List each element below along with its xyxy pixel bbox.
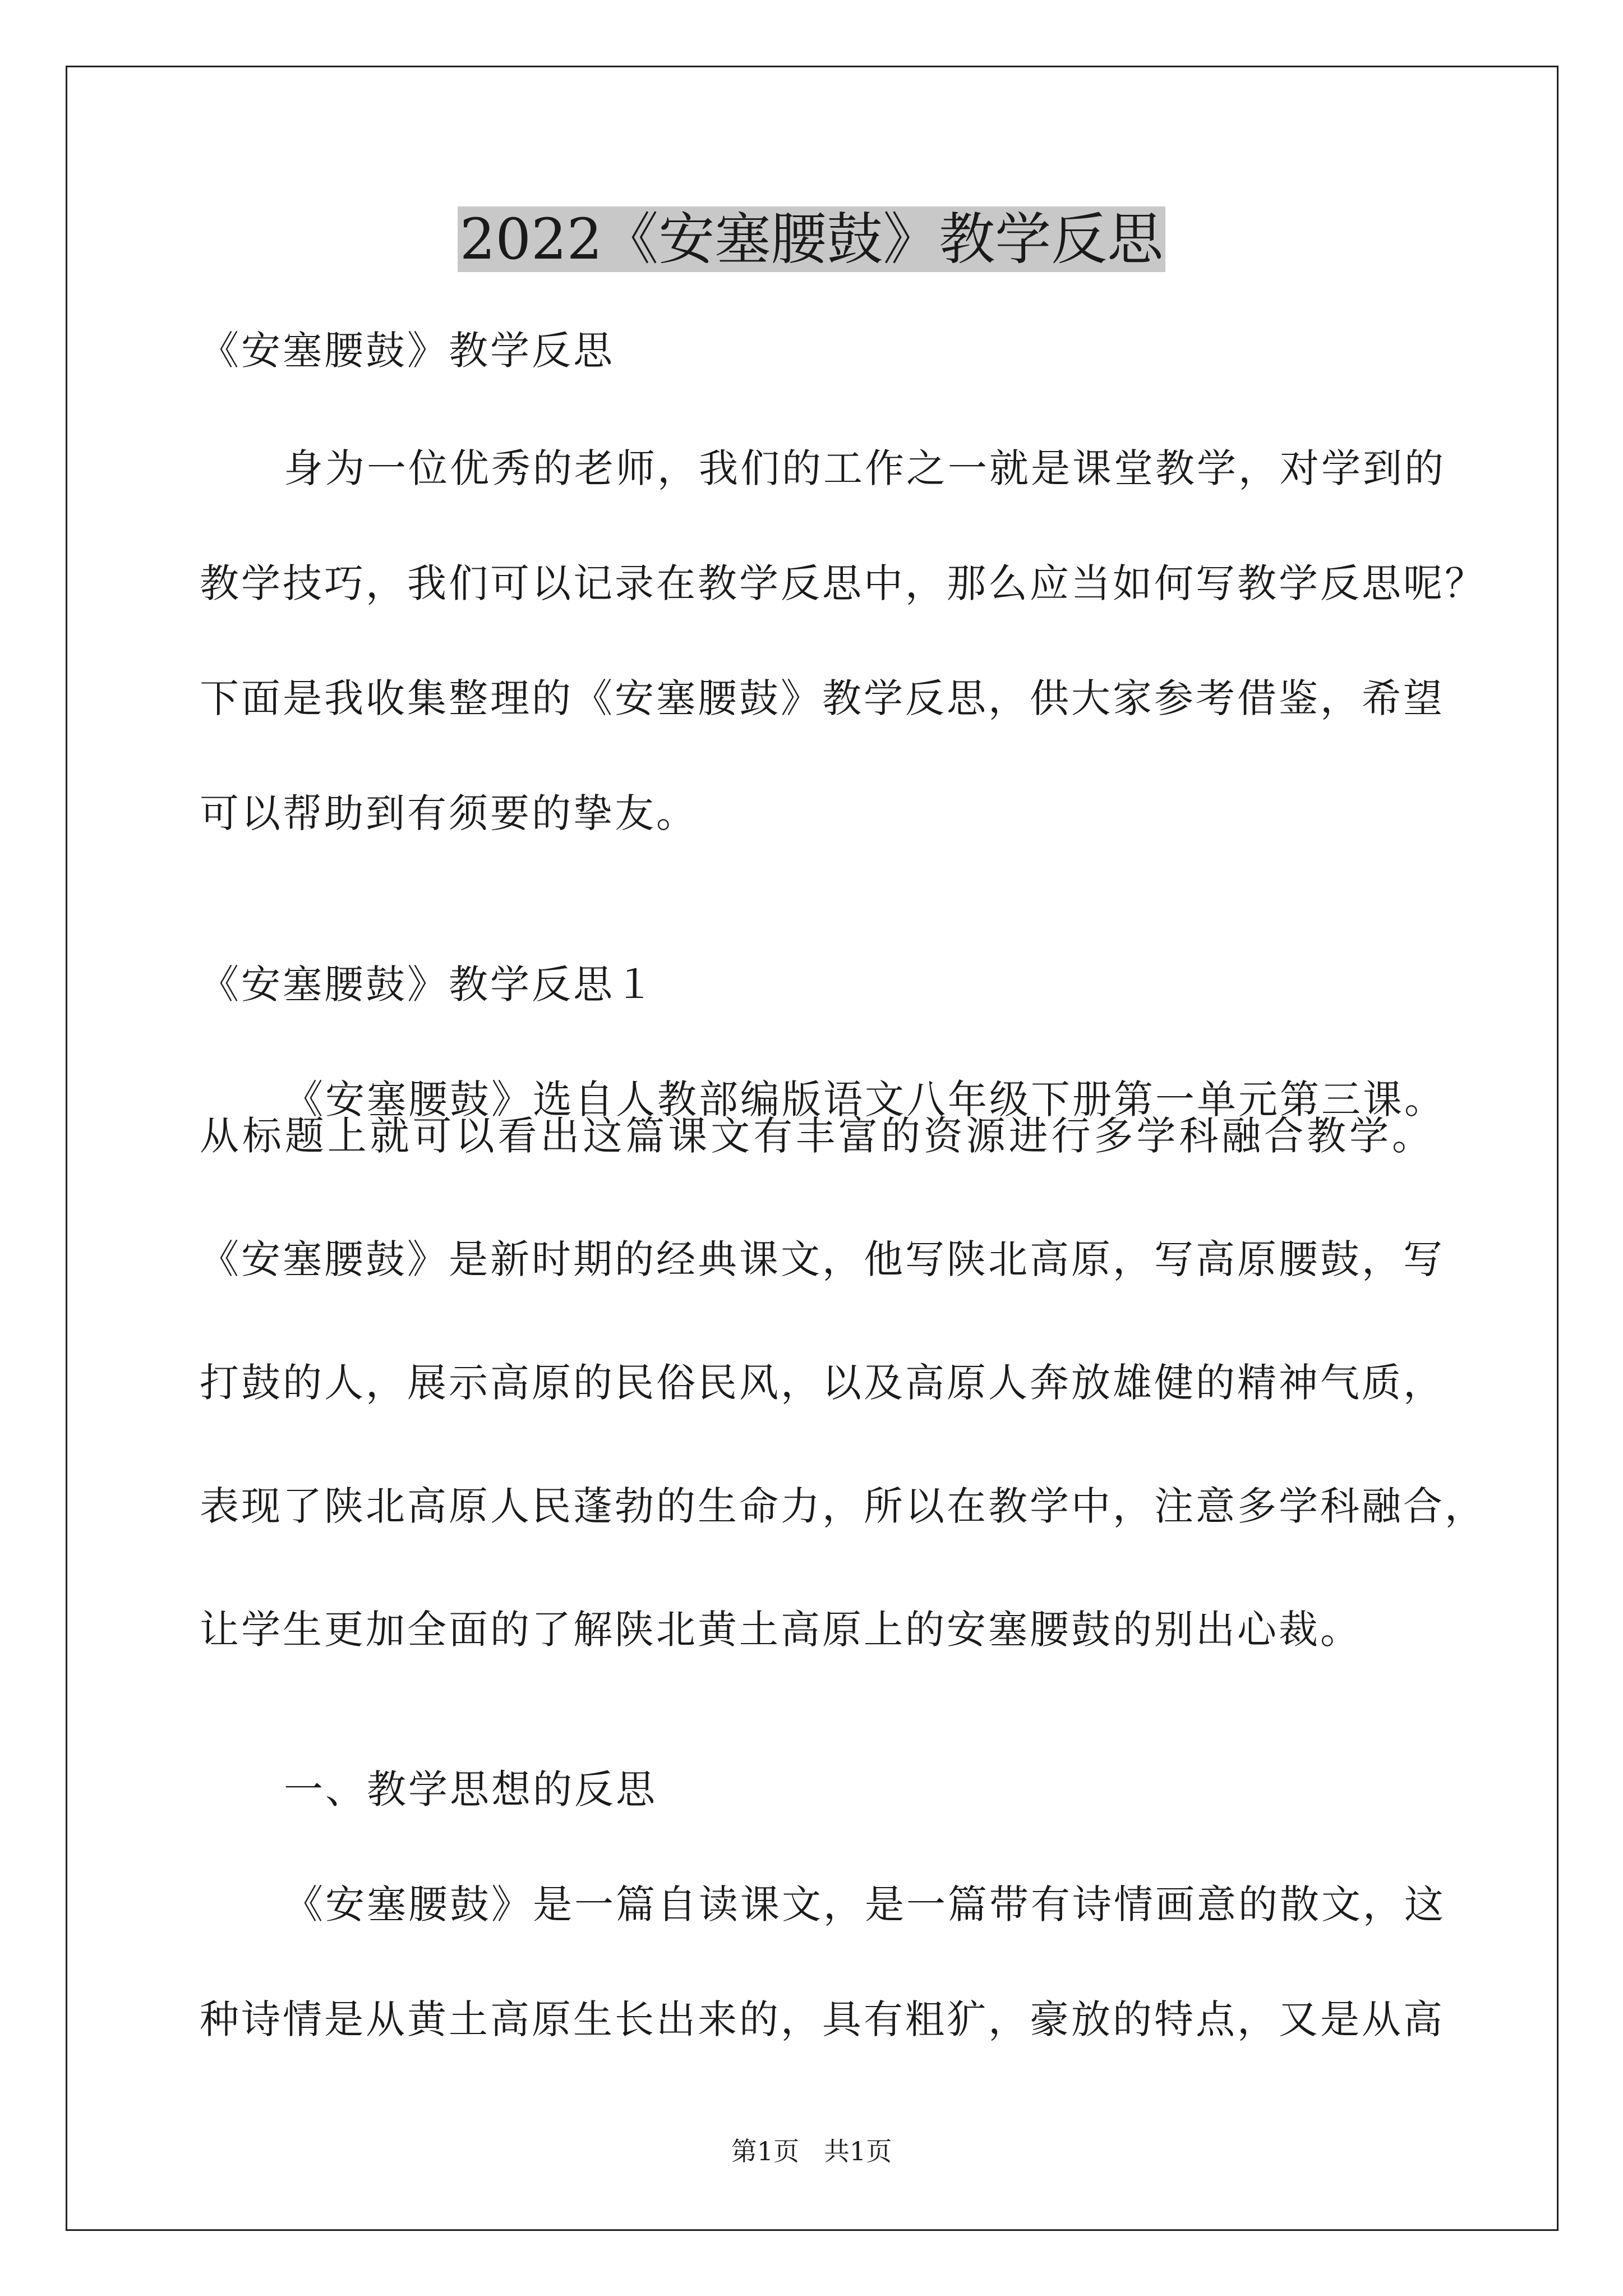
document-title bbox=[0, 203, 1623, 276]
page-footer: 第1页 共1页 bbox=[731, 2136, 892, 2166]
section-line: 《安塞腰鼓》是新时期的经典课文，他写陕北高原，写高原腰鼓，写 bbox=[200, 1236, 1445, 1282]
intro-line: 教学技巧，我们可以记录在教学反思中，那么应当如何写教学反思呢？ bbox=[200, 560, 1486, 606]
section-line: 《安塞腰鼓》选自人教部编版语文八年级下册第一单元第三课。 bbox=[284, 1076, 1446, 1122]
section-line: 从标题上就可以看出这篇课文有丰富的资源进行多学科融合教学。 bbox=[200, 1113, 1433, 1159]
section-line: 表现了陕北高原人民蓬勃的生命力，所以在教学中，注意多学科融合， bbox=[200, 1483, 1486, 1529]
subheading: 一、教学思想的反思 bbox=[284, 1766, 657, 1812]
section-line-final: 种诗情是从黄土高原生长出来的，具有粗犷，豪放的特点，又是从高 bbox=[200, 1996, 1445, 2042]
section-heading: 《安塞腰鼓》教学反思１ bbox=[200, 961, 656, 1007]
intro-line: 下面是我收集整理的《安塞腰鼓》教学反思，供大家参考借鉴，希望 bbox=[200, 675, 1445, 721]
intro-heading: 《安塞腰鼓》教学反思 bbox=[200, 328, 615, 374]
intro-line: 身为一位优秀的老师，我们的工作之一就是课堂教学，对学到的 bbox=[284, 445, 1446, 491]
section-line-final: 《安塞腰鼓》是一篇自读课文，是一篇带有诗情画意的散文，这 bbox=[284, 1881, 1446, 1927]
intro-line: 可以帮助到有须要的挚友。 bbox=[200, 790, 698, 836]
document-title-text: 2022《安塞腰鼓》教学反思 bbox=[458, 206, 1166, 272]
section-line: 打鼓的人，展示高原的民俗民风，以及高原人奔放雄健的精神气质， bbox=[200, 1360, 1445, 1406]
section-line: 让学生更加全面的了解陕北黄土高原上的安塞腰鼓的别出心裁。 bbox=[200, 1607, 1362, 1653]
